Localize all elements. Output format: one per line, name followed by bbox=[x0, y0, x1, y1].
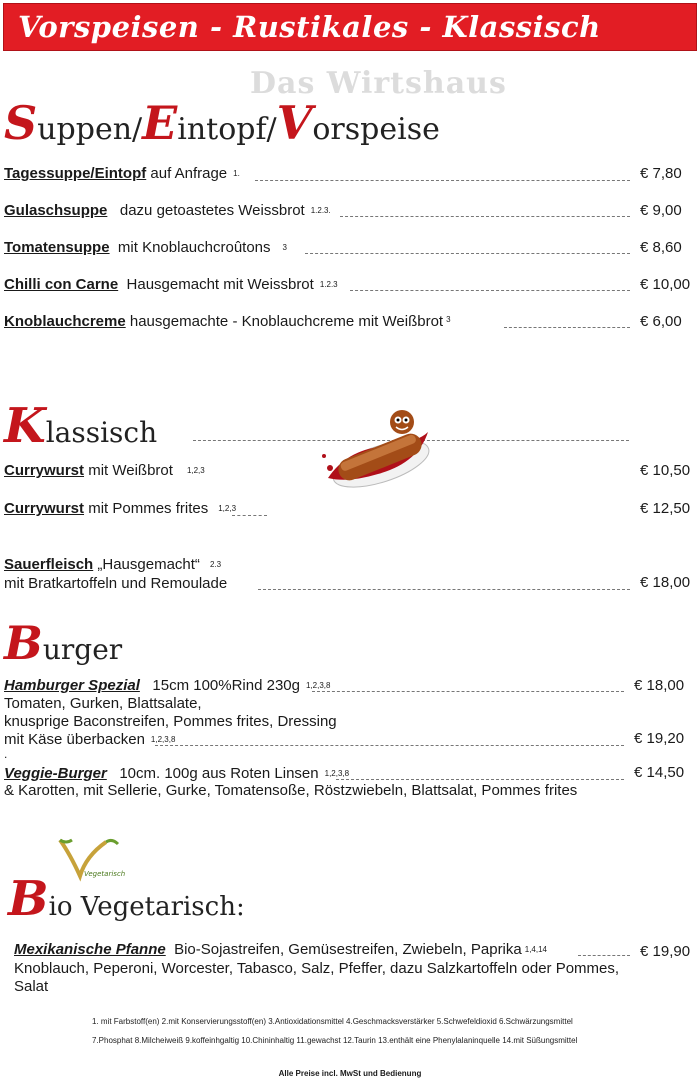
allergen-legend-line2: 7.Phosphat 8.Milcheiweiß 9.koffeinhgaltig 10.Chininhaltig 11.gewachst 12.Taurin 13.enthält eine Phenylalaninquelle 14.mit Süßungsmittel bbox=[92, 1036, 578, 1045]
item-variant: mit Käse überbacken 1,2,3,8 bbox=[4, 731, 176, 748]
section-title-bio: Bio Vegetarisch: bbox=[8, 871, 245, 927]
item-description: Salat bbox=[14, 978, 49, 995]
item-price: € 8,60 bbox=[640, 239, 682, 256]
item-description: Tomaten, Gurken, Blattsalate, bbox=[4, 695, 202, 712]
item-price: € 14,50 bbox=[634, 764, 685, 781]
leader-dots bbox=[155, 745, 624, 746]
leader-dots bbox=[340, 216, 630, 217]
item-price: € 7,80 bbox=[640, 165, 682, 182]
leader-dots bbox=[504, 327, 630, 328]
leader-dots bbox=[336, 779, 624, 780]
section-title-burger: Burger bbox=[4, 616, 123, 670]
leader-dots bbox=[305, 253, 630, 254]
menu-item: Hamburger Spezial 15cm 100%Rind 230g 1,2,3,8 bbox=[4, 677, 331, 694]
price-footer-note: Alle Preise incl. MwSt und Bedienung bbox=[278, 1069, 422, 1078]
banner-title: Vorspeisen - Rustikales - Klassisch bbox=[18, 10, 601, 44]
item-price: € 10,50 bbox=[640, 462, 691, 479]
item-description: Knoblauch, Peperoni, Worcester, Tabasco, Salz, Pfeffer, dazu Salzkartoffeln oder Pommes, bbox=[14, 960, 620, 977]
menu-item: Currywurst mit Pommes frites 1,2,3 bbox=[4, 500, 237, 517]
currywurst-illustration bbox=[318, 408, 436, 494]
section-title-klassisch: Klassisch bbox=[4, 398, 158, 454]
item-price: € 19,20 bbox=[634, 730, 685, 747]
banner-background bbox=[3, 3, 697, 51]
item-price: € 18,00 bbox=[634, 677, 685, 694]
leader-dots bbox=[232, 515, 267, 516]
item-price: € 9,00 bbox=[640, 202, 682, 219]
separator-dot: . bbox=[4, 747, 8, 761]
section-title-suppen: Suppen/Eintopf/Vorspeise bbox=[4, 96, 440, 150]
leader-dots bbox=[312, 691, 624, 692]
item-price: € 18,00 bbox=[640, 574, 691, 591]
item-price: € 10,00 bbox=[640, 276, 691, 293]
menu-item: Sauerfleisch „Hausgemacht“ 2.3 bbox=[4, 556, 222, 573]
leader-dots bbox=[258, 589, 630, 590]
menu-item: Gulaschsuppe dazu getoastetes Weissbrot 1.2.3. bbox=[4, 202, 331, 219]
item-description: & Karotten, mit Sellerie, Gurke, Tomatensoße, Röstzwiebeln, Blattsalat, Pommes frites bbox=[4, 782, 578, 799]
vegetarian-logo-text: Vegetarisch bbox=[84, 870, 126, 878]
menu-item: Chilli con Carne Hausgemacht mit Weissbrot 1.2.3 bbox=[4, 276, 338, 293]
item-description: knusprige Baconstreifen, Pommes frites, Dressing bbox=[4, 713, 337, 730]
menu-item: Mexikanische Pfanne Bio-Sojastreifen, Gemüsestreifen, Zwiebeln, Paprika 1,4,14 bbox=[14, 941, 547, 958]
menu-item: Currywurst mit Weißbrot 1,2,3 bbox=[4, 462, 205, 479]
watermark-text: Das Wirtshaus bbox=[250, 66, 507, 101]
menu-item: Veggie-Burger 10cm. 100g aus Roten Linsen 1,2,3,8 bbox=[4, 765, 350, 782]
menu-item: Tomatensuppe mit Knoblauchcroûtons 3 bbox=[4, 239, 287, 256]
leader-dots bbox=[350, 290, 630, 291]
menu-item: Knoblauchcreme hausgemachte - Knoblauchcreme mit Weißbrot $^3$ bbox=[4, 313, 451, 330]
item-price: € 6,00 bbox=[640, 313, 682, 330]
allergen-legend-line1: 1. mit Farbstoff(en) 2.mit Konservierungsstoff(en) 3.Antioxidationsmittel 4.Geschmacksverstärker 5.Schwefeldioxid 6.Schwärzungsmittel bbox=[92, 1017, 573, 1026]
leader-dots bbox=[255, 180, 630, 181]
header-banner bbox=[0, 0, 700, 53]
leader-dots bbox=[578, 955, 630, 956]
item-price: € 12,50 bbox=[640, 500, 691, 517]
menu-item: Tagessuppe/Eintopf auf Anfrage 1. bbox=[4, 165, 240, 182]
item-description: mit Bratkartoffeln und Remoulade bbox=[4, 575, 228, 592]
item-price: € 19,90 bbox=[640, 943, 691, 960]
